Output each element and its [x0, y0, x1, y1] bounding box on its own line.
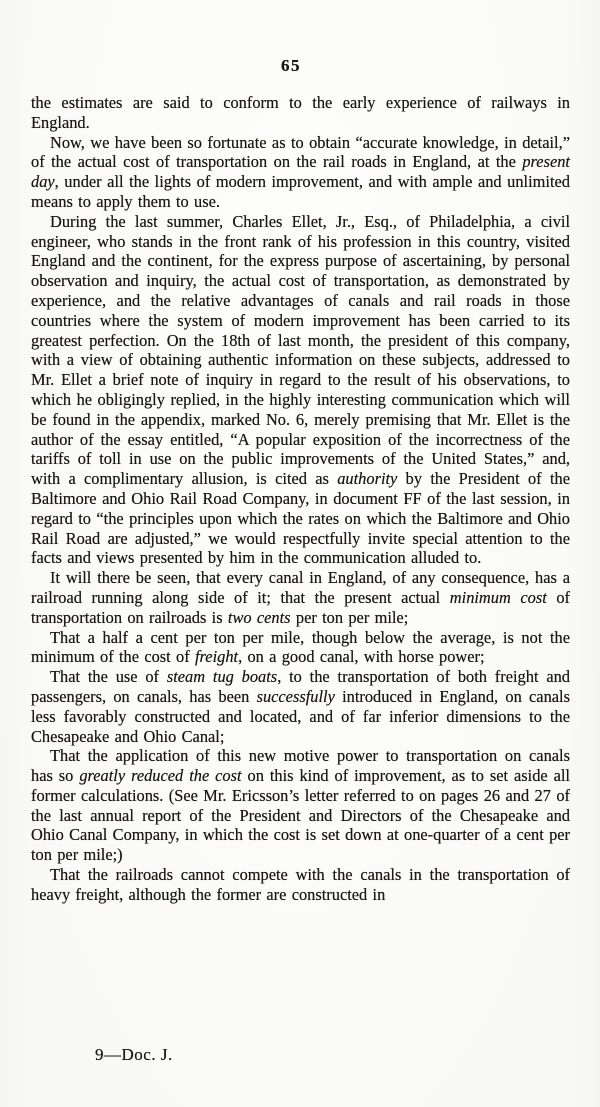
- text-segment: on this kind of improvement, as to set aside all former calculations. (See Mr. Ericsson’s letter referred to on pages 26 and 27 of the last annual report of the President and Directors of the Chesapeake and Ohio Canal Company, in which the cost is set down at one-quarter of a cent per ton per mile;): [31, 766, 570, 865]
- paragraph: [31, 212, 570, 568]
- text-segment: During the last summer, Charles Ellet, Jr., Esq., of Philadelphia, a civil engineer, who stands in the front rank of his profession in this country, visited England and the continent, for the express purpose of ascertaining, by personal observation and inquiry, the actual cost of transportation, as demonstrated by experience, and the relative advantages of canals and rail roads in those countries where the system of modern improvement has been carried to its greatest perfection. On the 18th of last month, the president of this company, with a view of obtaining authentic information on these subjects, addressed to Mr. Ellet a brief note of inquiry in regard to the result of his observations, to which he obligingly replied, in the highly interesting communication which will be found in the appendix, marked No. 6, merely premising that Mr. Ellet is the author of the essay entitled, “A popular exposition of the incorrectness of the tariffs of toll in use on the public improvements of the United States,” and, with a complimentary allusion, is cited as: [31, 211, 570, 489]
- emphasized-text: minimum cost: [449, 587, 547, 607]
- paragraph: [31, 133, 570, 212]
- text-segment: of transportation on railroads is: [31, 587, 570, 627]
- paragraph: [31, 746, 570, 865]
- emphasized-text: steam tug boats: [166, 667, 278, 687]
- text-segment: , under all the lights of modern improvement, and with ample and unlimited means to apply them to use.: [31, 172, 570, 211]
- paragraph: [31, 568, 570, 627]
- text-segment: introduced in England, on canals less favorably constructed and located, and of far inferior dimensions to the Chesapeake and Ohio Canal;: [31, 686, 570, 746]
- paragraph: [31, 865, 570, 905]
- page-body: [31, 93, 570, 905]
- paragraph: [31, 667, 570, 746]
- text-segment: the estimates are said to conform to the early experience of railways in England.: [31, 93, 570, 132]
- emphasized-text: freight: [194, 647, 239, 667]
- paragraph: [31, 93, 570, 133]
- emphasized-text: present day: [31, 152, 570, 192]
- text-segment: That a half a cent per ton per mile, though below the average, is not the minimum of the cost of: [31, 627, 570, 667]
- paragraph: [31, 628, 570, 668]
- emphasized-text: authority: [337, 469, 398, 489]
- text-segment: That the railroads cannot compete with the canals in the transportation of heavy freight, although the former are constructed in: [31, 865, 570, 904]
- page-number: 65: [281, 56, 301, 75]
- text-segment: That the application of this new motive power to transportation on canals has so: [31, 746, 570, 786]
- emphasized-text: successfully: [256, 686, 335, 706]
- printer-signature-mark: 9—Doc. J.: [95, 1045, 173, 1064]
- text-segment: , to the transportation of both freight and passengers, on canals, has been: [31, 667, 570, 706]
- text-segment: , on a good canal, with horse power;: [238, 647, 485, 667]
- text-segment: Now, we have been so fortunate as to obtain “accurate knowledge, in detail,” of the actual cost of transportation on the rail roads in England, at the: [31, 132, 570, 172]
- text-segment: by the President of the Baltimore and Ohio Rail Road Company, in document FF of the last session, in regard to “the principles upon which the rates on which the Baltimore and Ohio Rail Road are adjusted,” we would respectfully invite special attention to the facts and views presented by him in the communication alluded to.: [31, 469, 570, 568]
- emphasized-text: two cents: [227, 607, 291, 627]
- text-segment: That the use of: [50, 667, 167, 687]
- text-segment: It will there be seen, that every canal in England, of any consequence, has a railroad running along side of it; that the present actual: [31, 568, 570, 607]
- text-segment: per ton per mile;: [290, 607, 409, 627]
- emphasized-text: greatly reduced the cost: [79, 766, 242, 786]
